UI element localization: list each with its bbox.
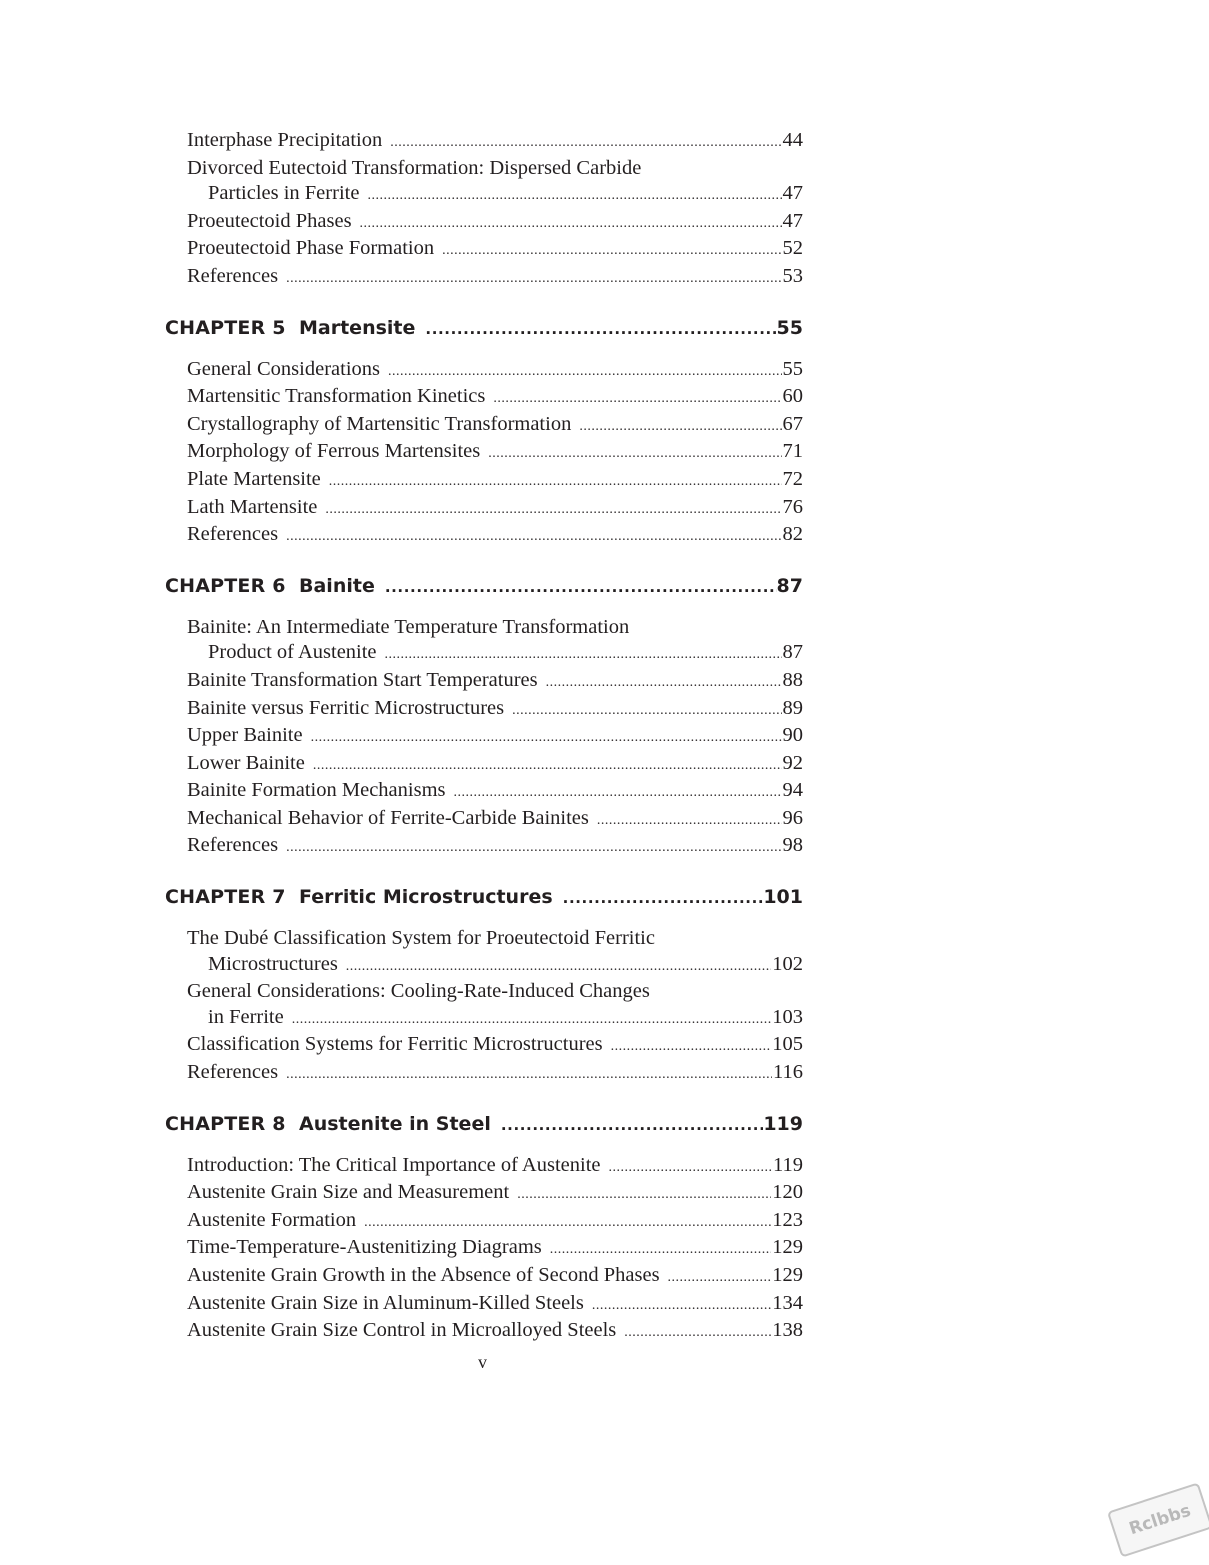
toc-entry (165, 1208, 803, 1236)
toc-entry-title: Introduction: The Critical Importance of Austenite (187, 1153, 601, 1176)
toc-entry-title: Austenite Formation (187, 1208, 357, 1231)
toc-entry-page: 71 (782, 440, 803, 463)
chapter-title: Austenite in Steel (299, 1112, 491, 1135)
toc-entry-page: 129 (772, 1236, 803, 1259)
toc-entry-page: 103 (772, 1005, 803, 1028)
toc-entry-title: References (187, 523, 279, 546)
toc-entry (165, 615, 803, 641)
dot-leader (597, 808, 782, 834)
toc-entry (165, 723, 803, 751)
chapter-title: Martensite (299, 316, 416, 339)
chapter-title: Ferritic Microstructures (299, 886, 553, 909)
toc-entry-page: 138 (772, 1319, 803, 1342)
dot-leader (286, 835, 781, 861)
toc-entry-page: 96 (782, 806, 803, 829)
chapter-number: CHAPTER 8 (165, 1112, 286, 1135)
chapter-page: 55 (776, 316, 803, 339)
dot-leader (592, 1293, 771, 1319)
toc-entry-page: 52 (782, 237, 803, 260)
toc-entry-page: 123 (772, 1208, 803, 1231)
toc-entry-continuation (165, 640, 803, 668)
toc-entry-page: 94 (782, 779, 803, 802)
dot-leader (546, 670, 782, 696)
dot-leader (493, 386, 781, 412)
toc-entry-title: Time-Temperature-Austenitizing Diagrams (187, 1236, 542, 1259)
toc-entry-title: Bainite versus Ferritic Microstructures (187, 696, 505, 719)
dot-leader (579, 414, 781, 440)
dot-leader (563, 886, 764, 911)
toc-entry-page: 87 (782, 641, 803, 664)
toc-entry-page: 67 (782, 412, 803, 435)
toc-entry-page: 82 (782, 523, 803, 546)
dot-leader (360, 211, 782, 237)
toc-entry (165, 926, 803, 952)
toc-entry (165, 264, 803, 292)
toc-entry-page: 44 (782, 129, 803, 151)
toc-entry (165, 156, 803, 182)
toc-entry (165, 1291, 803, 1319)
toc-entry-page: 55 (782, 357, 803, 380)
toc-entry-title-continuation: Product of Austenite (208, 641, 377, 664)
toc-entry-page: 47 (782, 182, 803, 205)
dot-leader (390, 130, 781, 156)
toc-entry (165, 751, 803, 779)
toc-entry (165, 522, 803, 550)
toc-entry-title: Austenite Grain Size Control in Microalloyed Steels (187, 1319, 617, 1342)
toc-entry (165, 412, 803, 440)
toc-entry-title: Austenite Grain Size in Aluminum-Killed Steels (187, 1291, 584, 1314)
toc-entry (165, 979, 803, 1005)
dot-leader (512, 698, 781, 724)
toc-entry-title: Upper Bainite (187, 724, 303, 747)
toc-entry-page: 53 (782, 264, 803, 287)
toc-entry-title: References (187, 264, 279, 287)
chapter-page: 119 (763, 1112, 803, 1135)
chapter-title: Bainite (299, 574, 375, 597)
toc-entry-page: 120 (772, 1181, 803, 1204)
chapter-heading-5 (165, 316, 803, 342)
dot-leader (425, 317, 776, 342)
toc-entry (165, 1235, 803, 1263)
toc-entry-title: General Considerations (187, 357, 380, 380)
toc-entry-title: Classification Systems for Ferritic Microstructures (187, 1033, 603, 1056)
chapter-heading-7 (165, 885, 803, 911)
dot-leader (550, 1237, 771, 1263)
toc-entry (165, 236, 803, 264)
dot-leader (311, 725, 782, 751)
toc-entry (165, 1060, 803, 1088)
dot-leader (385, 642, 782, 668)
toc-entry-title: Proeutectoid Phases (187, 209, 352, 232)
toc-entry-page: 88 (782, 668, 803, 691)
chapter-heading-6 (165, 574, 803, 600)
toc-entry-title: Austenite Grain Growth in the Absence of Second Phases (187, 1264, 660, 1286)
toc-entry-page: 89 (782, 696, 803, 719)
toc-entry-page: 92 (782, 751, 803, 774)
dot-leader (292, 1007, 772, 1033)
dot-leader (517, 1182, 771, 1208)
dot-leader (286, 524, 781, 550)
toc-entry (165, 1318, 803, 1346)
toc-entry-page: 60 (782, 385, 803, 408)
dot-leader (346, 954, 771, 980)
toc-entry-title: References (187, 834, 279, 857)
toc-entry (165, 806, 803, 834)
toc-entry (165, 668, 803, 696)
toc-entry-page: 119 (773, 1153, 803, 1176)
toc-entry-title: References (187, 1061, 279, 1084)
toc-entry-title: Bainite Formation Mechanisms (187, 779, 446, 802)
toc-entry (165, 128, 803, 156)
toc-entry-title: Morphology of Ferrous Martensites (187, 440, 481, 463)
toc-entry-page: 102 (772, 952, 803, 975)
toc-entry-title: The Dubé Classification System for Proeutectoid Ferritic (187, 927, 655, 950)
dot-leader (442, 238, 781, 264)
dot-leader (286, 266, 781, 292)
toc-entry-title: Crystallography of Martensitic Transformation (187, 412, 572, 435)
dot-leader (501, 1113, 763, 1138)
toc-entry-title: Lower Bainite (187, 751, 305, 774)
toc-entry-title-continuation: in Ferrite (208, 1005, 284, 1028)
toc-entry-title: Martensitic Transformation Kinetics (187, 385, 486, 408)
toc-entry (165, 357, 803, 385)
toc-entry (165, 1263, 803, 1291)
toc-entry-continuation (165, 1005, 803, 1033)
dot-leader (624, 1320, 771, 1346)
toc-entry-title: Bainite: An Intermediate Temperature Transformation (187, 615, 630, 638)
chapter-page: 101 (763, 886, 803, 909)
toc-entry (165, 696, 803, 724)
page-number: v (478, 1352, 487, 1372)
toc-entry (165, 209, 803, 237)
toc-entry-page: 105 (772, 1033, 803, 1056)
toc-entry-page: 129 (772, 1264, 803, 1286)
toc-entry-title: Mechanical Behavior of Ferrite-Carbide Bainites (187, 806, 589, 829)
toc-entry (165, 1032, 803, 1060)
dot-leader (454, 780, 782, 806)
dot-leader (364, 1210, 771, 1236)
chapter-page: 87 (776, 574, 803, 597)
chapter-number: CHAPTER 7 (165, 886, 286, 909)
toc-entry-title-continuation: Particles in Ferrite (208, 182, 360, 205)
toc-entry-title: General Considerations: Cooling-Rate-Induced Changes (187, 980, 650, 1003)
dot-leader (385, 575, 777, 600)
toc-entry (165, 778, 803, 806)
toc-entry-page: 134 (772, 1291, 803, 1314)
toc-entry (165, 495, 803, 523)
table-of-contents (165, 128, 803, 1346)
dot-leader (286, 1062, 772, 1088)
toc-entry-page: 76 (782, 495, 803, 518)
dot-leader (668, 1265, 772, 1291)
dot-leader (329, 469, 782, 495)
dot-leader (367, 183, 781, 209)
toc-entry-title: Bainite Transformation Start Temperatures (187, 668, 538, 691)
toc-entry (165, 833, 803, 861)
toc-entry (165, 467, 803, 495)
toc-entry-page: 90 (782, 724, 803, 747)
toc-entry-title: Lath Martensite (187, 495, 318, 518)
toc-entry-title: Interphase Precipitation (187, 129, 383, 151)
toc-entry-title-continuation: Microstructures (208, 952, 338, 975)
toc-entry-title: Proeutectoid Phase Formation (187, 237, 435, 260)
toc-entry-title: Plate Martensite (187, 467, 321, 490)
chapter-number: CHAPTER 6 (165, 574, 286, 597)
dot-leader (325, 497, 781, 523)
dot-leader (388, 359, 782, 385)
dot-leader (611, 1034, 772, 1060)
toc-entry-page: 98 (782, 834, 803, 857)
chapter-heading-8 (165, 1112, 803, 1138)
toc-entry-page: 47 (782, 209, 803, 232)
toc-entry-page: 72 (782, 467, 803, 490)
dot-leader (488, 441, 781, 467)
toc-entry-page: 116 (773, 1061, 803, 1084)
toc-entry-continuation (165, 952, 803, 980)
toc-entry (165, 439, 803, 467)
toc-entry-continuation (165, 181, 803, 209)
toc-entry-title: Austenite Grain Size and Measurement (187, 1181, 510, 1204)
toc-entry-title: Divorced Eutectoid Transformation: Dispersed Carbide (187, 156, 642, 179)
watermark-stamp: Rclbbs (1107, 1482, 1209, 1557)
toc-entry (165, 1180, 803, 1208)
toc-entry (165, 1153, 803, 1181)
chapter-number: CHAPTER 5 (165, 316, 286, 339)
toc-entry (165, 384, 803, 412)
dot-leader (609, 1155, 773, 1181)
dot-leader (313, 753, 782, 779)
